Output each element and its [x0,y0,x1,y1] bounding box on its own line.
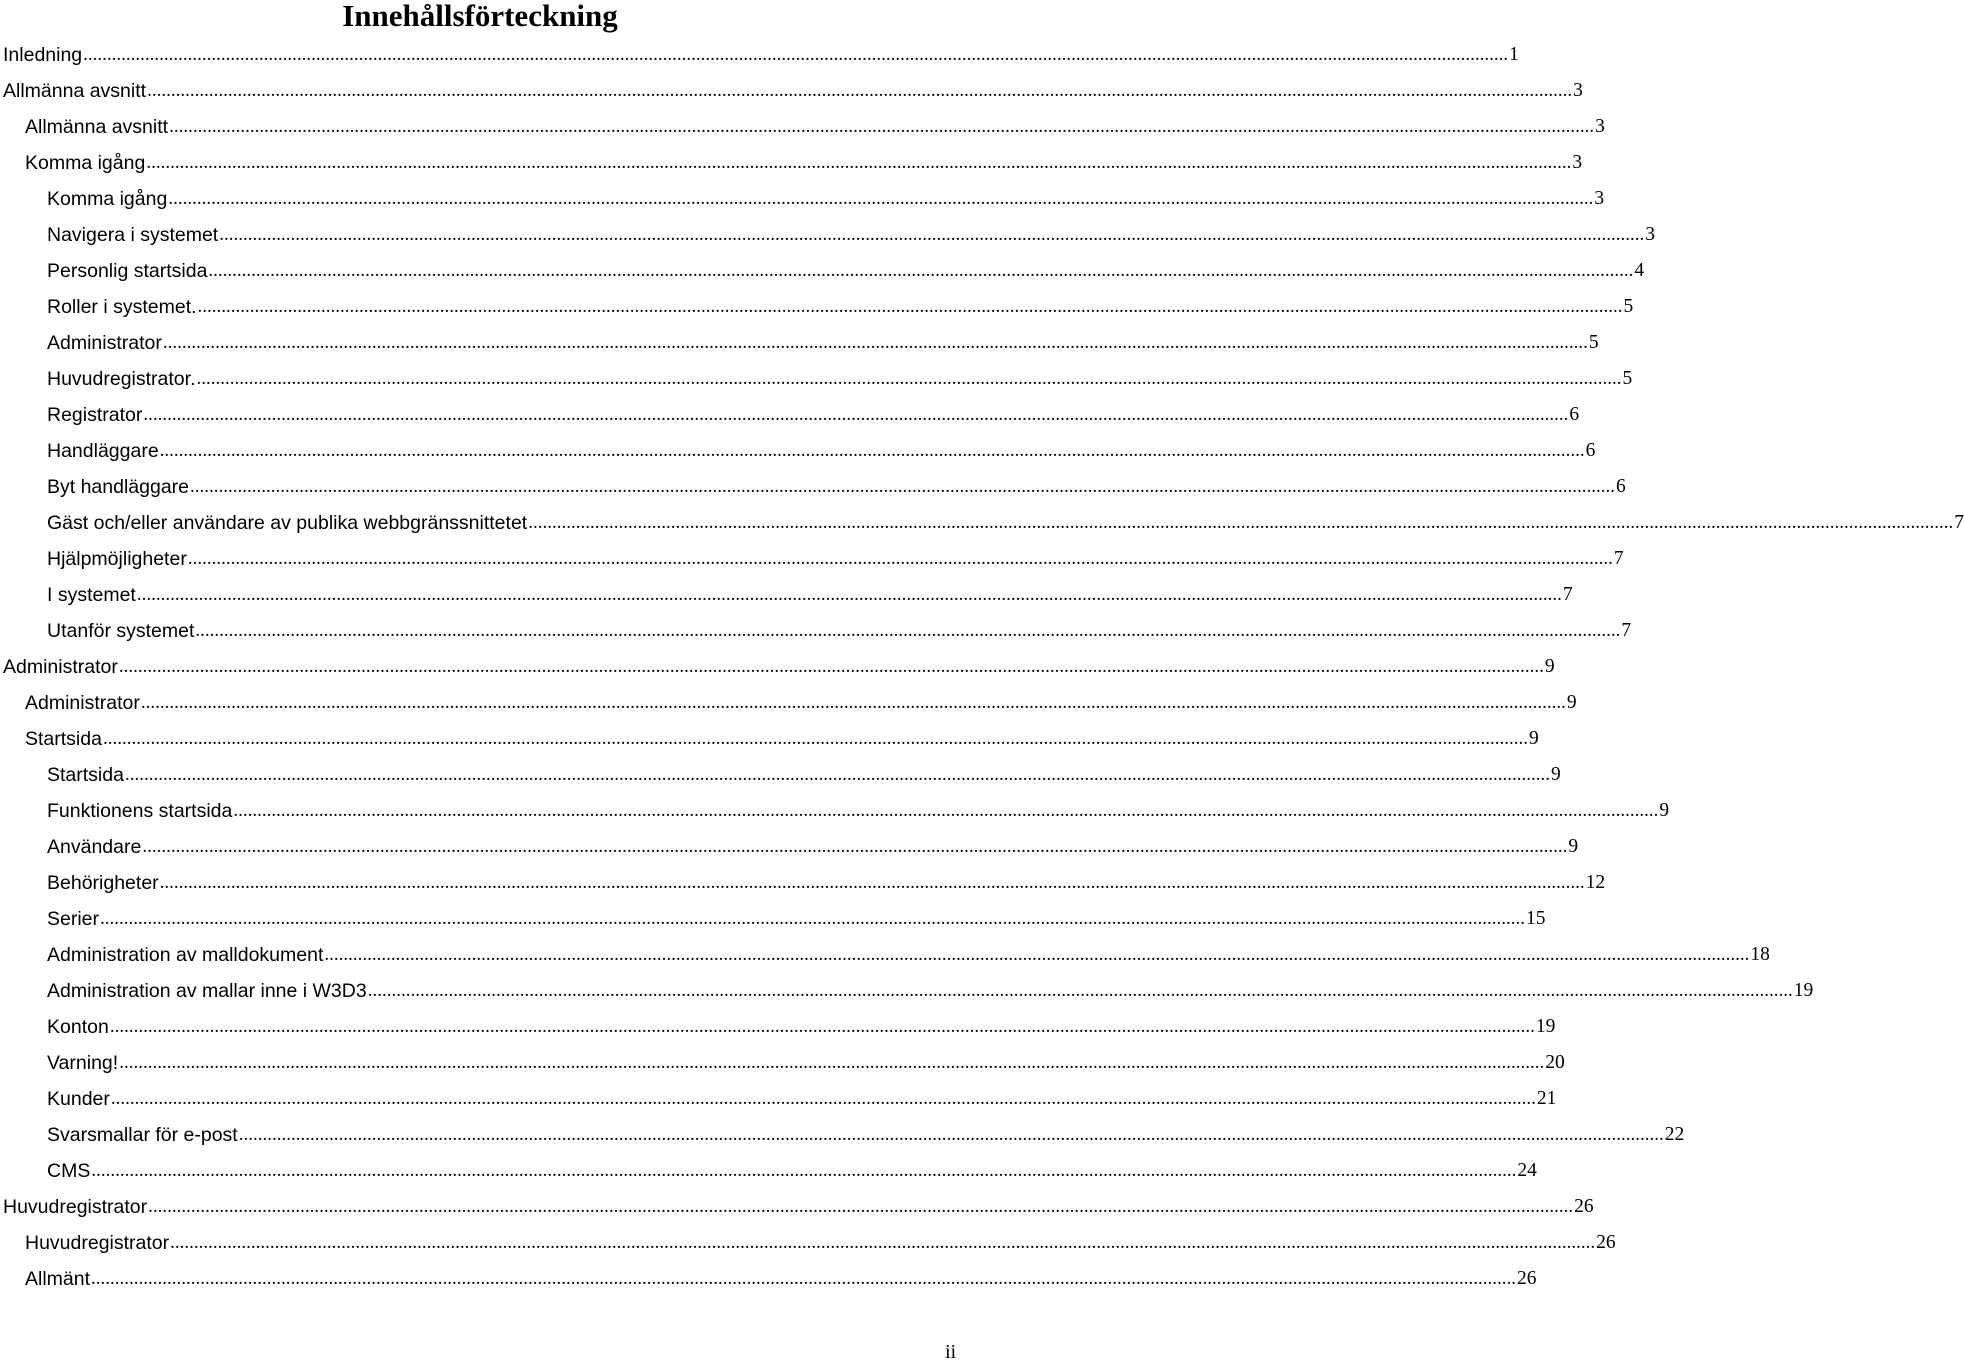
toc-entry-page: 26 [1517,1268,1537,1289]
toc-entry[interactable] [47,249,1645,285]
dot-leader: ............................................................................................................................................................................................................................................................................................................ [168,188,1594,209]
toc-entry[interactable] [3,645,1555,681]
dot-leader: ............................................................................................................................................................................................................................................................................................................ [159,440,1585,461]
toc-entry-label: Administration av mallar inne i W3D3 [47,980,367,1002]
dot-leader: ............................................................................................................................................................................................................................................................................................................ [91,1268,1517,1289]
toc-entry-label: Startsida [47,764,124,786]
toc-entry[interactable] [47,753,1561,789]
toc-entry-page: 19 [1535,1016,1556,1037]
toc-entry[interactable] [47,969,1814,1005]
toc-entry-label: Administrator [25,692,140,714]
toc-entry-page: 9 [1566,692,1577,713]
dot-leader: ............................................................................................................................................................................................................................................................................................................ [83,44,1509,65]
dot-leader: ............................................................................................................................................................................................................................................................................................................ [119,1052,1545,1073]
toc-entry-label: Allmänt [25,1268,91,1290]
dot-leader: ............................................................................................................................................................................................................................................................................................................ [169,116,1595,137]
toc-entry[interactable] [3,69,1583,105]
toc-entry-page: 6 [1585,440,1596,461]
dot-leader: ............................................................................................................................................................................................................................................................................................................ [159,872,1585,893]
toc-entry[interactable] [25,681,1577,717]
toc-entry-page: 26 [1596,1232,1616,1253]
toc-entry[interactable] [25,717,1539,753]
toc-entry-label: Gäst och/eller användare av publika webbgränssnittetet [47,512,528,534]
dot-leader: ............................................................................................................................................................................................................................................................................................................ [102,728,1528,749]
toc-entry[interactable] [47,537,1624,573]
toc-entry-label: Kunder [47,1088,110,1110]
toc-entry-page: 9 [1528,728,1539,749]
toc-entry-page: 7 [1954,512,1964,533]
toc-entry-page: 24 [1517,1160,1537,1181]
dot-leader: ............................................................................................................................................................................................................................................................................................................ [367,980,1793,1001]
toc-entry-label: CMS [47,1160,91,1182]
toc-entry-label: Funktionens startsida [47,800,233,822]
toc-entry[interactable] [47,573,1573,609]
toc-entry-label: Byt handläggare [47,476,190,498]
toc-entry-page: 7 [1613,548,1624,569]
toc-entry[interactable] [47,177,1605,213]
toc-entry-page: 19 [1793,980,1814,1001]
toc-entry-page: 5 [1622,368,1633,389]
toc-entry-label: Administration av malldokument [47,944,324,966]
toc-entry-page: 26 [1574,1196,1594,1217]
toc-entry[interactable] [47,897,1546,933]
toc-entry[interactable] [47,1149,1537,1185]
toc-entry[interactable] [47,825,1579,861]
toc-entry-page: 9 [1568,836,1579,857]
toc-entry-page: 9 [1544,656,1555,677]
toc-entry-label: I systemet [47,584,136,606]
dot-leader: ............................................................................................................................................................................................................................................................................................................ [142,836,1568,857]
page-number: ii [945,1342,956,1363]
toc-entry-label: Konton [47,1016,109,1038]
dot-leader: ............................................................................................................................................................................................................................................................................................................ [91,1160,1517,1181]
dot-leader: ............................................................................................................................................................................................................................................................................................................ [148,1196,1574,1217]
toc-entry-page: 12 [1585,872,1606,893]
toc-entry[interactable] [47,1041,1565,1077]
toc-entry-page: 9 [1659,800,1670,821]
toc-entry-label: Varning! [47,1052,119,1074]
toc-entry-label: Registrator [47,404,143,426]
toc-entry-page: 1 [1509,44,1519,65]
toc-entry[interactable] [25,141,1583,177]
toc-entry-page: 3 [1594,188,1605,209]
toc-entry-label: Huvudregistrator. [47,368,196,390]
toc-entry[interactable] [3,33,1519,69]
toc-entry-label: Hjälpmöjligheter [47,548,187,570]
toc-entry[interactable] [47,213,1655,249]
dot-leader: ............................................................................................................................................................................................................................................................................................................ [196,368,1622,389]
toc-entry-label: Roller i systemet. [47,296,197,318]
toc-entry-page: 6 [1616,476,1626,497]
dot-leader: ............................................................................................................................................................................................................................................................................................................ [190,476,1616,497]
dot-leader: ............................................................................................................................................................................................................................................................................................................ [136,584,1562,605]
toc-entry-page: 3 [1572,152,1583,173]
toc-entry-page: 18 [1750,944,1770,965]
dot-leader: ............................................................................................................................................................................................................................................................................................................ [118,656,1544,677]
toc-entry[interactable] [47,285,1634,321]
toc-entry-page: 5 [1623,296,1634,317]
dot-leader: ............................................................................................................................................................................................................................................................................................................ [528,512,1954,533]
toc-entry[interactable] [47,1113,1685,1149]
toc-entry[interactable] [25,1221,1616,1257]
toc-entry[interactable] [47,501,1964,537]
toc-entry[interactable] [47,465,1626,501]
toc-entry[interactable] [25,1257,1537,1293]
dot-leader: ............................................................................................................................................................................................................................................................................................................ [208,260,1634,281]
dot-leader: ............................................................................................................................................................................................................................................................................................................ [124,764,1550,785]
toc-entry-page: 3 [1645,224,1655,245]
toc-entry-label: Svarsmallar för e-post [47,1124,238,1146]
toc-entry[interactable] [47,429,1596,465]
toc-entry[interactable] [3,1185,1594,1221]
toc-entry[interactable] [47,357,1633,393]
dot-leader: ............................................................................................................................................................................................................................................................................................................ [109,1016,1535,1037]
toc-entry-page: 4 [1634,260,1645,281]
toc-entry-label: Handläggare [47,440,159,462]
toc-entry-label: Administrator [47,332,162,354]
toc-entry-page: 3 [1573,80,1583,101]
toc-entry-label: Komma igång [25,152,146,174]
toc-entry-page: 7 [1562,584,1573,605]
toc-entry-label: Användare [47,836,142,858]
toc-entry-page: 22 [1664,1124,1685,1145]
toc-entry[interactable] [47,321,1599,357]
toc-entry[interactable] [47,1005,1556,1041]
toc-entry-label: Allmänna avsnitt [25,116,169,138]
toc-entry-page: 20 [1545,1052,1565,1073]
toc-entry-label: Administrator [3,656,118,678]
toc-entry[interactable] [47,393,1580,429]
toc-entry-label: Startsida [25,728,102,750]
toc-entry[interactable] [25,105,1605,141]
dot-leader: ............................................................................................................................................................................................................................................................................................................ [233,800,1659,821]
toc-entry-page: 21 [1536,1088,1557,1109]
toc-entry[interactable] [47,609,1632,645]
toc-entry-page: 7 [1621,620,1632,641]
toc-entry-label: Allmänna avsnitt [3,80,147,102]
toc-entry-label: Behörigheter [47,872,159,894]
dot-leader: ............................................................................................................................................................................................................................................................................................................ [162,332,1588,353]
toc-entry-page: 15 [1526,908,1546,929]
dot-leader: ............................................................................................................................................................................................................................................................................................................ [219,224,1645,245]
toc-entry-label: Huvudregistrator [25,1232,170,1254]
dot-leader: ............................................................................................................................................................................................................................................................................................................ [324,944,1750,965]
toc-entry[interactable] [47,1077,1557,1113]
dot-leader: ............................................................................................................................................................................................................................................................................................................ [195,620,1621,641]
toc-entry-page: 5 [1588,332,1599,353]
dot-leader: ............................................................................................................................................................................................................................................................................................................ [146,152,1572,173]
dot-leader: ............................................................................................................................................................................................................................................................................................................ [170,1232,1596,1253]
toc-entry[interactable] [47,861,1606,897]
toc-entry[interactable] [47,789,1670,825]
toc-entry-label: Komma igång [47,188,168,210]
toc-entry-label: Navigera i systemet [47,224,219,246]
toc-entry-label: Utanför systemet [47,620,195,642]
dot-leader: ............................................................................................................................................................................................................................................................................................................ [140,692,1566,713]
dot-leader: ............................................................................................................................................................................................................................................................................................................ [197,296,1623,317]
dot-leader: ............................................................................................................................................................................................................................................................................................................ [187,548,1613,569]
toc-entry-page: 9 [1550,764,1561,785]
dot-leader: ............................................................................................................................................................................................................................................................................................................ [147,80,1573,101]
dot-leader: ............................................................................................................................................................................................................................................................................................................ [100,908,1526,929]
toc-entry-label: Inledning [3,44,83,66]
toc-entry-page: 6 [1569,404,1580,425]
page-title: Innehållsförteckning [342,0,618,33]
dot-leader: ............................................................................................................................................................................................................................................................................................................ [143,404,1569,425]
toc-entry[interactable] [47,933,1770,969]
toc-entry-label: Huvudregistrator [3,1196,148,1218]
toc-entry-label: Personlig startsida [47,260,208,282]
dot-leader: ............................................................................................................................................................................................................................................................................................................ [110,1088,1536,1109]
toc-entry-label: Serier [47,908,100,930]
dot-leader: ............................................................................................................................................................................................................................................................................................................ [238,1124,1664,1145]
toc-entry-page: 3 [1595,116,1605,137]
